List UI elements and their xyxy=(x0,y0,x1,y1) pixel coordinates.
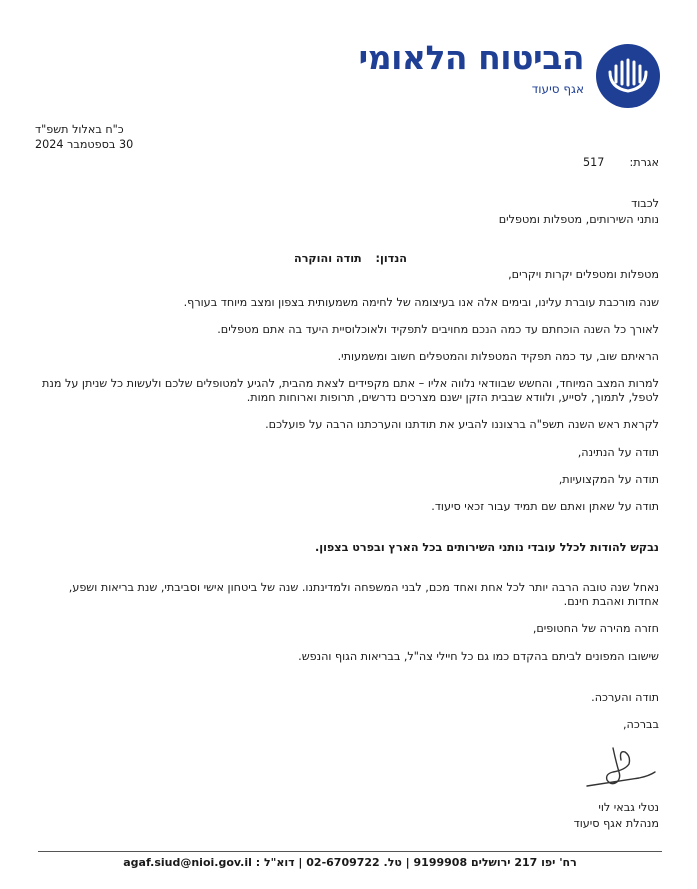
thanks-professionalism: תודה על המקצועיות, xyxy=(558,473,659,486)
paragraph-4: למרות המצב המיוחד, והחשש שבוודאי נלווה אליו – אתם מקפידים לצאת מהבית, להגיע למטופלים שלכם ולעשות כל שניתן על מנת לטפל, לתמוך, לסייע, ולוודא שבבית הזקן ישנם מצרכים נדרשים, תרופות וארוחות חמות. xyxy=(42,377,659,405)
paragraph-7: חזרה מהירה של החטופים, xyxy=(532,622,659,635)
hebrew-date: כ"ח באלול תשפ"ד xyxy=(35,123,124,136)
closing-thanks: תודה והערכה. xyxy=(591,691,659,704)
paragraph-5: לקראת ראש השנה תשפ"ה ברצוננו להביע את תודתנו והערכתנו הרבה על פועלכם. xyxy=(265,418,659,431)
letter-number: 517 xyxy=(582,156,605,169)
bold-thanks-line: נבקש להודות לכלל עובדי נותני השירותים בכל הארץ ובפרט בצפון. xyxy=(315,541,659,554)
handwritten-signature xyxy=(583,742,661,796)
footer-divider xyxy=(38,851,662,852)
subject-line xyxy=(294,252,407,266)
paragraph-2: לאורך כל השנה הוכחתם עד כמה הנכם מחויבים לתפקיד ולאוכלוסיית היעד בה אתם מטפלים. xyxy=(217,323,659,336)
thanks-always-there: תודה על שאתן ואתם שם תמיד עבור זכאי סיעוד. xyxy=(431,500,659,513)
letter-number-row xyxy=(583,156,659,170)
greeting: מטפלות ומטפלים יקרות ויקרים, xyxy=(508,268,659,281)
org-name: הביטוח הלאומי xyxy=(358,38,584,77)
subject-label: הנדון: xyxy=(375,252,407,265)
footer-address: רח' יפו 217 ירושלים 9199908 | טל. 02-6709722 | דוא"ל : xyxy=(255,856,577,869)
thanks-giving: תודה על הנתינה, xyxy=(577,446,659,459)
signer-title: מנהלת אגף סיעוד xyxy=(573,817,659,830)
letter-number-label: אגרת: xyxy=(629,156,659,169)
footer-contact xyxy=(38,856,662,869)
dept-name: אגף סיעוד xyxy=(531,82,584,96)
signer-name: נטלי גבאי לוי xyxy=(598,801,659,814)
nii-logo-emblem xyxy=(596,44,660,108)
paragraph-6: נאחל שנה טובה הרבה יותר לכל אחת ואחד מכם, לבני המשפחה ולמדינתנו. שנה של ביטחון אישי וסביבתי, שנת בריאות ושפע, אחדות ואהבת חינם. xyxy=(68,581,659,609)
footer-email[interactable]: agaf.siud@nioi.gov.il xyxy=(123,856,252,869)
recipient-name: נותני השירותים, מטפלות ומטפלים xyxy=(498,213,659,226)
gregorian-date: 30 בספטמבר 2024 xyxy=(35,138,134,151)
paragraph-8: שישובו המפונים לביתם בהקדם כמו גם כל חיילי צה"ל, בבריאות הגוף והנפש. xyxy=(298,650,659,663)
paragraph-1: שנה מורכבת עוברת עלינו, ובימים אלה אנו בעיצומה של לחימה משמעותית בצפון ומצב מיוחד בעורף. xyxy=(183,296,659,309)
paragraph-3: הראיתם שוב, עד כמה תפקיד המטפלות והמטפלים חשוב ומשמעותי. xyxy=(337,350,659,363)
subject-text: תודה והוקרה xyxy=(294,252,362,265)
recipient-salutation: לכבוד xyxy=(631,197,659,210)
closing-blessing: בברכה, xyxy=(622,718,659,731)
